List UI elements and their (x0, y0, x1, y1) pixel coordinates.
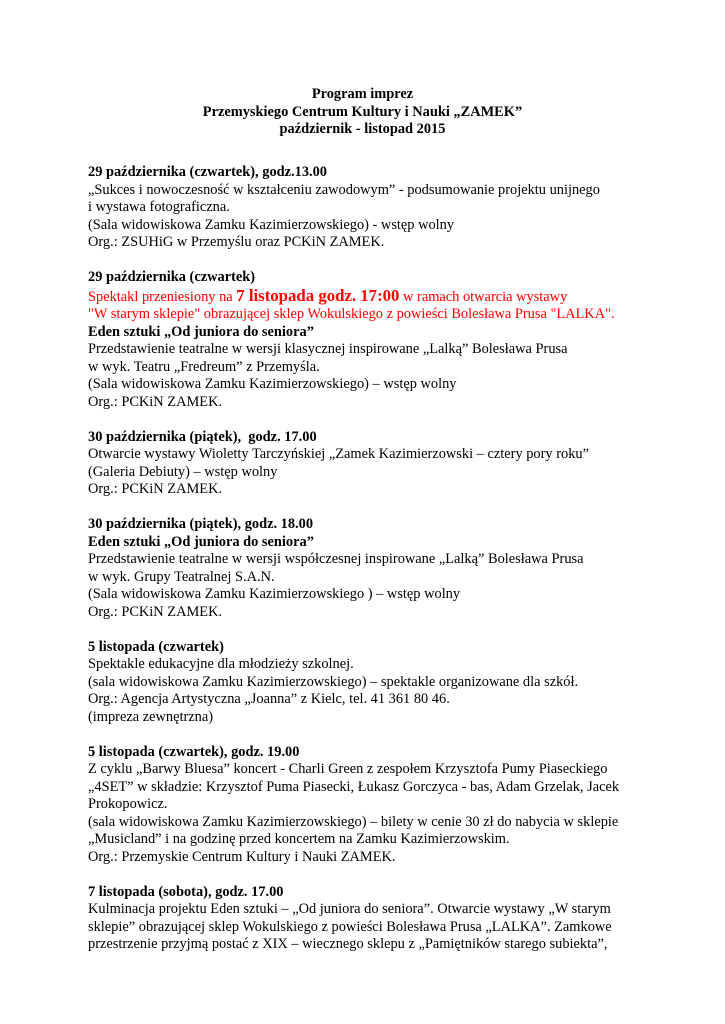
event-line: „4SET” w składzie: Krzysztof Puma Piasecki, Łukasz Gorczyca - bas, Adam Grzelak, Jacek (88, 778, 620, 795)
header-organizer: Przemyskiego Centrum Kultury i Nauki „ZAMEK” (202, 103, 523, 120)
event-line: Org.: Przemyskie Centrum Kultury i Nauki ZAMEK. (88, 848, 396, 865)
event-line: Org.: ZSUHiG w Przemyślu oraz PCKiN ZAMEK. (88, 234, 385, 250)
event-line: i wystawa fotograficzna. (88, 199, 230, 215)
event-line: w wyk. Teatru „Fredreum” z Przemyśla. (88, 358, 320, 375)
event-line: (Sala widowiskowa Zamku Kazimierzowskiego ) – wstęp wolny (88, 586, 461, 602)
event-line: Spektakle edukacyjne dla młodzieży szkolnej. (88, 656, 354, 672)
event-line: Org.: PCKiN ZAMEK. (88, 393, 223, 410)
header-title: Program imprez (311, 86, 414, 102)
event-list (88, 164, 648, 971)
event-line: przestrzenie przyjmą postać z XIX – wiecznego sklepu z „Pamiętników starego subiekta”, (88, 936, 608, 952)
event-line: Przedstawienie teatralne w wersji współczesnej inspirowane „Lalką” Bolesława Prusa (88, 551, 584, 567)
event-title: 5 listopada (czwartek) (88, 638, 224, 655)
event-subtitle: Eden sztuki „Od juniora do seniora” (88, 533, 314, 550)
reschedule-notice (88, 287, 648, 307)
event-title: 29 października (czwartek) (88, 269, 256, 285)
notice-prefix: Spektakl przeniesiony na (88, 288, 237, 305)
event-line: sklepie” obrazującej sklep Wokulskiego z powieści Bolesława Prusa „LALKA”. Zamkowe (88, 918, 612, 935)
event-title: 5 listopada (czwartek), godz. 19.00 (88, 743, 300, 760)
event-line: (Galeria Debiuty) – wstęp wolny (88, 463, 278, 480)
header-period: październik - listopad 2015 (279, 121, 446, 138)
event-line: Otwarcie wystawy Wioletty Tarczyńskiej „Zamek Kazimierzowski – cztery pory roku” (88, 446, 589, 462)
event-item (88, 884, 648, 954)
event-line: (sala widowiskowa Zamku Kazimierzowskiego) – spektakle organizowane dla szkół. (88, 673, 579, 690)
event-line: Kulminacja projektu Eden sztuki – „Od juniora do seniora”. Otwarcie wystawy „W starym (88, 901, 611, 917)
event-title: 30 października (piątek), godz. 17.00 (88, 428, 317, 445)
event-item (88, 744, 648, 867)
event-line: (Sala widowiskowa Zamku Kazimierzowskiego) - wstęp wolny (88, 216, 455, 233)
event-line: (impreza zewnętrzna) (88, 708, 214, 725)
event-title: 7 listopada (sobota), godz. 17.00 (88, 883, 284, 900)
document-header (0, 86, 725, 139)
event-title: 29 października (czwartek), godz.13.00 (88, 164, 328, 180)
notice-new-date: 7 listopada godz. 17:00 (236, 285, 400, 305)
event-line: Org.: PCKiN ZAMEK. (88, 603, 223, 620)
event-line: (sala widowiskowa Zamku Kazimierzowskiego) – bilety w cenie 30 zł do nabycia w sklepie (88, 813, 619, 830)
event-item (88, 639, 648, 727)
event-line: Prokopowicz. (88, 796, 168, 812)
event-line: Org.: PCKiN ZAMEK. (88, 481, 223, 497)
event-item (88, 269, 648, 411)
event-line: (Sala widowiskowa Zamku Kazimierzowskiego) – wstęp wolny (88, 376, 457, 392)
event-line: „Musicland” i na godzinę przed koncertem na Zamku Kazimierzowskim. (88, 831, 510, 847)
event-subtitle: Eden sztuki „Od juniora do seniora” (88, 323, 314, 340)
event-item (88, 164, 648, 252)
event-line: Org.: Agencja Artystyczna „Joanna” z Kielc, tel. 41 361 80 46. (88, 691, 450, 707)
event-title: 30 października (piątek), godz. 18.00 (88, 516, 314, 532)
event-line: w wyk. Grupy Teatralnej S.A.N. (88, 568, 275, 585)
reschedule-notice-line2: "W starym sklepie" obrazującej sklep Wokulskiego z powieści Bolesława Prusa "LALKA". (88, 306, 615, 322)
event-line: Przedstawienie teatralne w wersji klasycznej inspirowane „Lalką” Bolesława Prusa (88, 341, 568, 357)
event-item (88, 516, 648, 621)
event-line: Z cyklu „Barwy Bluesa” koncert - Charli Green z zespołem Krzysztofa Pumy Piaseckiego (88, 761, 608, 777)
event-item (88, 429, 648, 499)
notice-suffix: w ramach otwarcia wystawy (399, 288, 568, 305)
event-line: „Sukces i nowoczesność w kształceniu zawodowym” - podsumowanie projektu unijnego (88, 181, 600, 198)
